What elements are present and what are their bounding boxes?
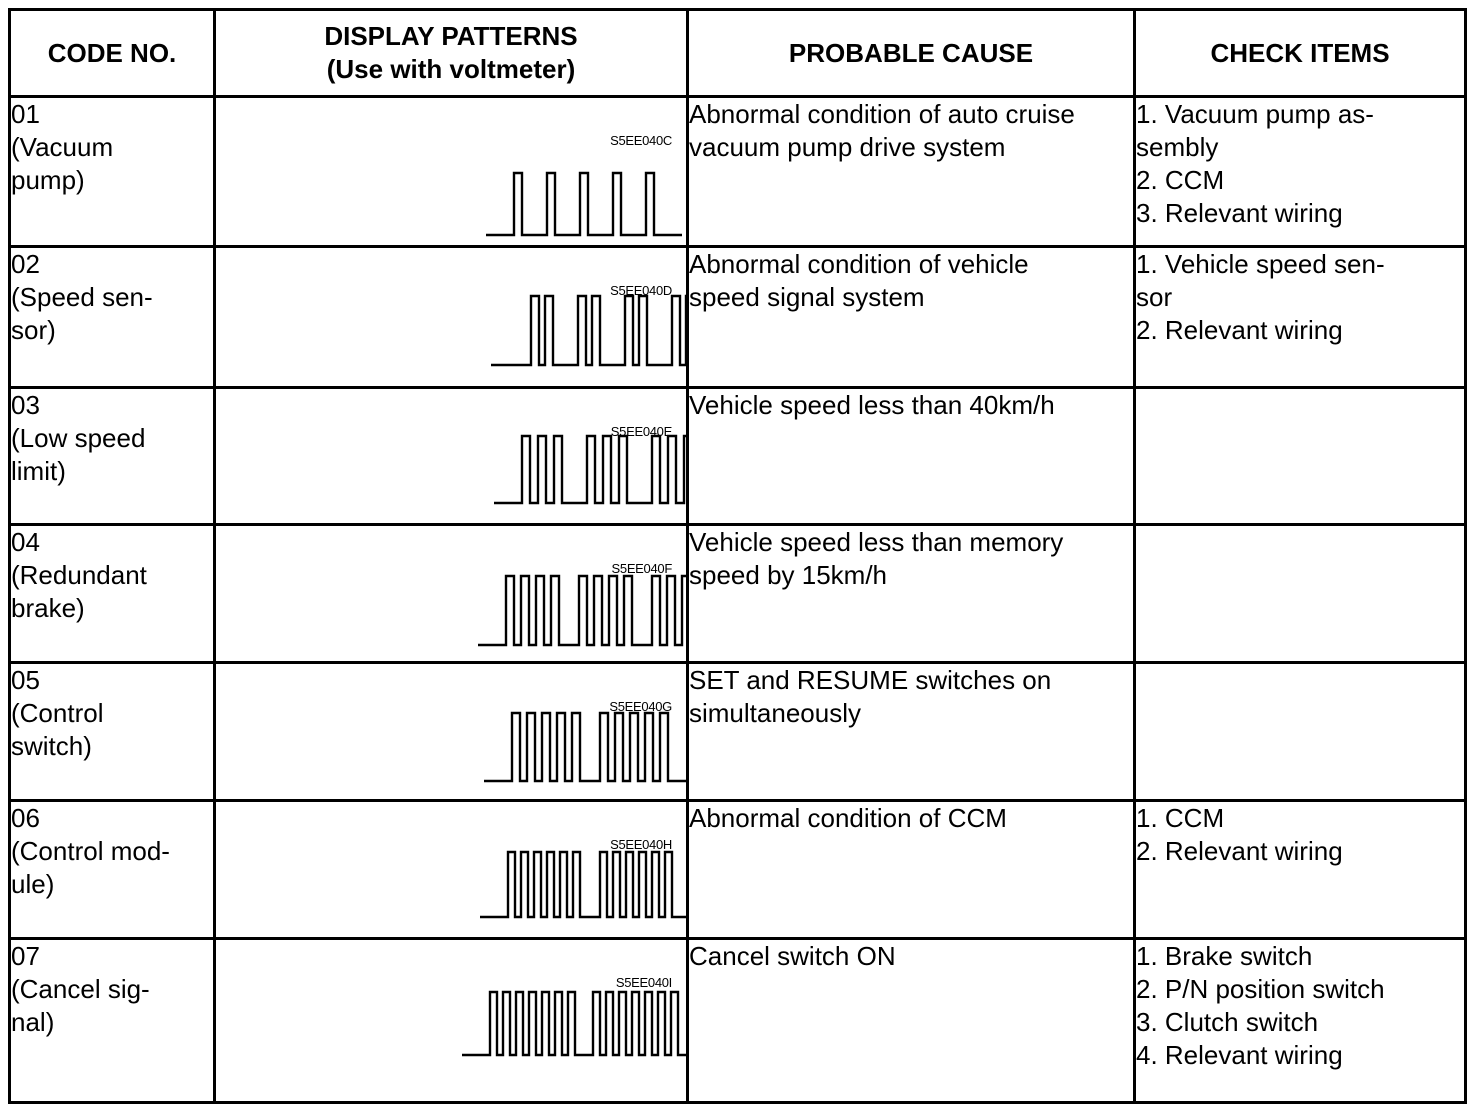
check-items-cell: [1135, 801, 1466, 939]
probable-cause-text: SET and RESUME switches on: [689, 665, 1052, 695]
probable-cause-text: Abnormal condition of CCM: [689, 803, 1007, 833]
probable-cause-text: Vehicle speed less than memory: [689, 527, 1064, 557]
check-items-cell: [1135, 525, 1466, 663]
code-description-cont: brake): [11, 593, 85, 623]
waveform-trace: [478, 576, 686, 645]
probable-cause-text-cont: vacuum pump drive system: [689, 132, 1006, 162]
pattern-reference: S5EE040I: [615, 975, 672, 990]
waveform-trace: [486, 173, 682, 235]
pulse-waveform: [216, 664, 686, 802]
probable-cause-cell: [688, 388, 1135, 525]
check-item: 1. Vacuum pump as-: [1136, 99, 1374, 129]
code-description-cont: switch): [11, 731, 92, 761]
code-description: (Low speed: [11, 423, 146, 453]
pattern-reference: S5EE040D: [610, 283, 672, 298]
table-row: [10, 247, 1466, 388]
code-number: 04: [11, 527, 40, 557]
pattern-reference: S5EE040G: [609, 699, 672, 714]
header-check-items: CHECK ITEMS: [1135, 10, 1466, 97]
check-item: sembly: [1136, 132, 1219, 162]
probable-cause-text-cont: speed by 15km/h: [689, 560, 888, 590]
code-number: 02: [11, 249, 40, 279]
pulse-waveform: [216, 389, 686, 526]
probable-cause-text-cont: simultaneously: [689, 698, 861, 728]
check-item: 1. Brake switch: [1136, 941, 1313, 971]
code-cell: [10, 388, 215, 525]
display-pattern-cell: [215, 939, 688, 1103]
table-row: [10, 525, 1466, 663]
table-row: [10, 801, 1466, 939]
probable-cause-cell: [688, 663, 1135, 801]
probable-cause-text-cont: speed signal system: [689, 282, 925, 312]
check-item: 1. CCM: [1136, 803, 1225, 833]
check-items-cell: [1135, 663, 1466, 801]
check-items-cell: [1135, 939, 1466, 1103]
check-item: 4. Relevant wiring: [1136, 1040, 1343, 1070]
check-items-cell: [1135, 388, 1466, 525]
check-item: 2. CCM: [1136, 165, 1225, 195]
code-number: 07: [11, 941, 40, 971]
code-description-cont: limit): [11, 456, 66, 486]
pattern-reference: S5EE040C: [610, 133, 672, 148]
check-item: 3. Relevant wiring: [1136, 198, 1343, 228]
code-description-cont: nal): [11, 1007, 55, 1037]
code-description-cont: ule): [11, 869, 55, 899]
header-probable-cause: PROBABLE CAUSE: [688, 10, 1135, 97]
display-pattern-cell: [215, 801, 688, 939]
probable-cause-text: Vehicle speed less than 40km/h: [689, 390, 1055, 420]
code-number: 03: [11, 390, 40, 420]
waveform-trace: [494, 436, 686, 503]
probable-cause-cell: [688, 97, 1135, 247]
check-item: 1. Vehicle speed sen-: [1136, 249, 1385, 279]
probable-cause-text: Abnormal condition of vehicle: [689, 249, 1029, 279]
waveform-trace: [491, 296, 686, 365]
code-description-cont: pump): [11, 165, 85, 195]
waveform-trace: [480, 852, 686, 917]
diagnostic-code-table: [8, 8, 1467, 1104]
code-description: (Cancel sig-: [11, 974, 150, 1004]
pulse-waveform: [216, 248, 686, 389]
pattern-reference: S5EE040F: [611, 561, 672, 576]
check-item: 3. Clutch switch: [1136, 1007, 1319, 1037]
header-row: [10, 10, 1466, 97]
code-description-cont: sor): [11, 315, 56, 345]
code-description: (Vacuum: [11, 132, 114, 162]
check-item: 2. Relevant wiring: [1136, 836, 1343, 866]
code-description: (Speed sen-: [11, 282, 153, 312]
header-code-no: CODE NO.: [10, 10, 215, 97]
pulse-waveform: [216, 98, 686, 248]
table-row: [10, 939, 1466, 1103]
code-number: 01: [11, 99, 40, 129]
table-row: [10, 663, 1466, 801]
waveform-trace: [484, 713, 686, 781]
pulse-waveform: [216, 802, 686, 940]
code-description: (Control mod-: [11, 836, 170, 866]
probable-cause-text: Abnormal condition of auto cruise: [689, 99, 1075, 129]
code-description: (Control: [11, 698, 104, 728]
pattern-reference: S5EE040E: [610, 424, 672, 439]
code-cell: [10, 801, 215, 939]
table-row: [10, 388, 1466, 525]
code-description: (Redundant: [11, 560, 147, 590]
probable-cause-text: Cancel switch ON: [689, 941, 896, 971]
check-items-cell: [1135, 97, 1466, 247]
code-number: 06: [11, 803, 40, 833]
display-pattern-cell: [215, 247, 688, 388]
table-row: [10, 97, 1466, 247]
pulse-waveform: [216, 940, 686, 1104]
waveform-trace: [462, 992, 686, 1055]
check-item: sor: [1136, 282, 1173, 312]
probable-cause-cell: [688, 939, 1135, 1103]
display-pattern-cell: [215, 97, 688, 247]
display-pattern-cell: [215, 663, 688, 801]
display-pattern-cell: [215, 388, 688, 525]
pulse-waveform: [216, 526, 686, 664]
check-items-cell: [1135, 247, 1466, 388]
code-cell: [10, 247, 215, 388]
probable-cause-cell: [688, 247, 1135, 388]
display-pattern-cell: [215, 525, 688, 663]
code-number: 05: [11, 665, 40, 695]
code-cell: [10, 97, 215, 247]
check-item: 2. Relevant wiring: [1136, 315, 1343, 345]
probable-cause-cell: [688, 801, 1135, 939]
check-item: 2. P/N position switch: [1136, 974, 1385, 1004]
code-cell: [10, 939, 215, 1103]
code-cell: [10, 663, 215, 801]
probable-cause-cell: [688, 525, 1135, 663]
pattern-reference: S5EE040H: [610, 837, 672, 852]
header-display-patterns: DISPLAY PATTERNS (Use with voltmeter): [215, 10, 688, 97]
code-cell: [10, 525, 215, 663]
